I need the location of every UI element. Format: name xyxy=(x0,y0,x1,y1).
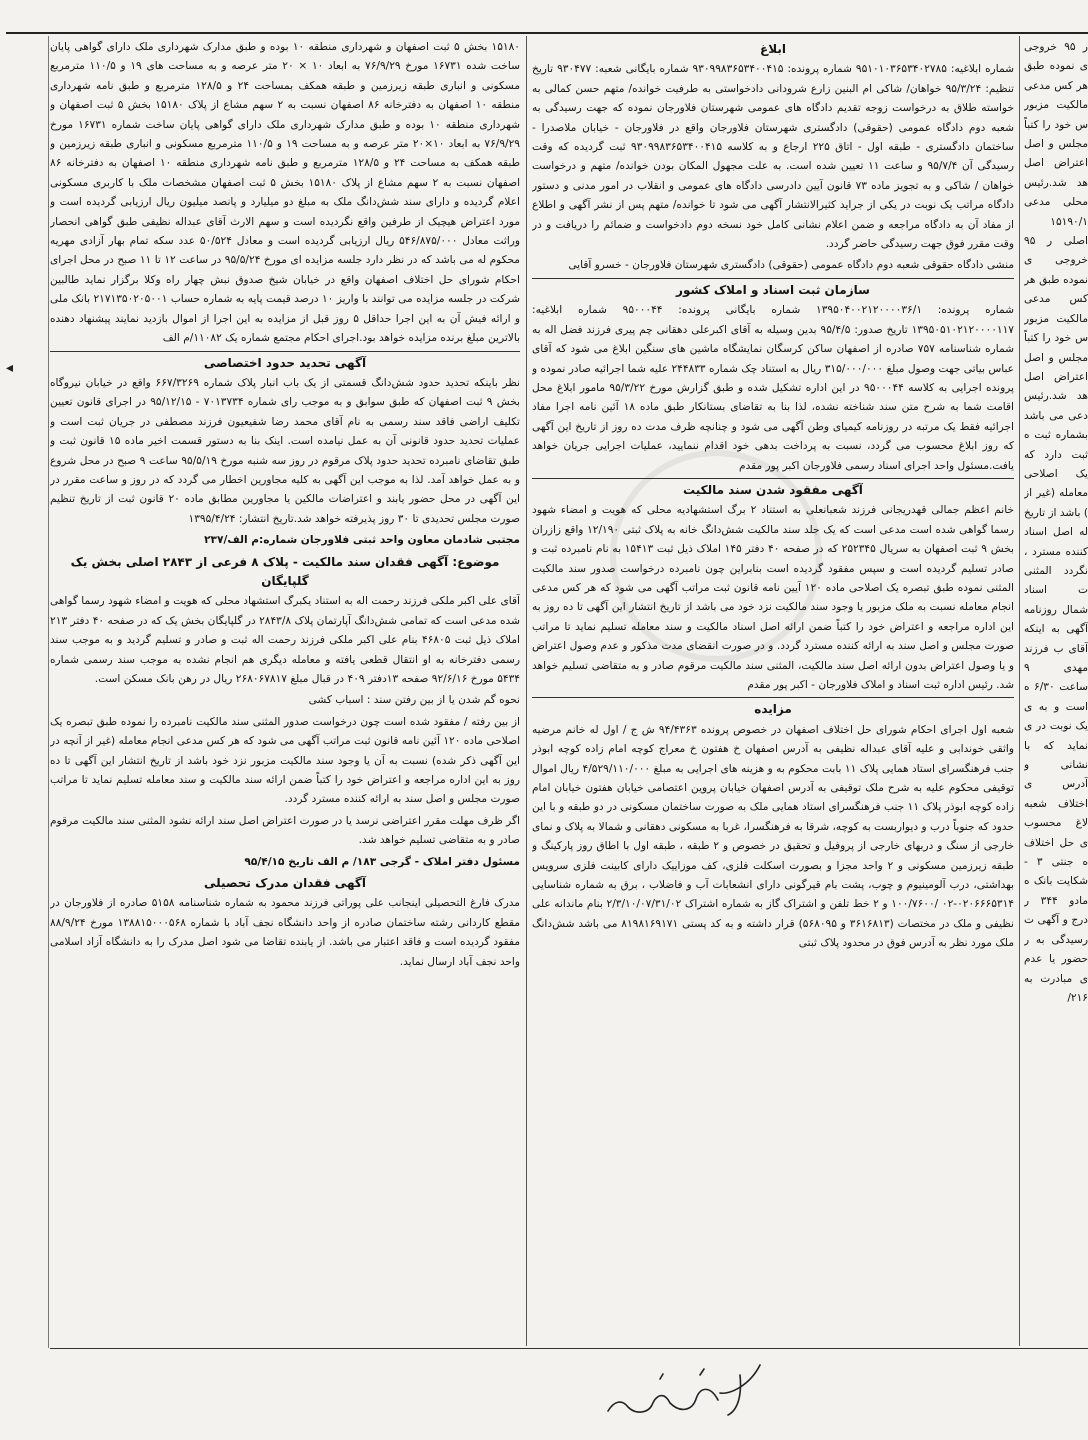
margin-mark-icon: ◂ xyxy=(6,360,14,376)
registry-org-text: شماره پرونده: ۱۳۹۵۰۴۰۰۲۱۲۰۰۰۰۳۶/۱ شماره بایگانی پرونده: ۹۵۰۰۰۴۴ شماره ابلاغیه: ۱۳۹۵۰۵۱۰۲۱۲۰۰۰۰۱۱۷ تاریخ صدور: ۹۵/۴/۵ بدین وسیله به آقای اکبرعلی دهقانی چم پیری فرزند فضل اله به شماره شناسنامه ۷۵۷ صادره از اصفهان ساکن کرسگان نمایشگاه ماشین های سنگین ابلاغ می شود که آقای عباس بیاتی جهت وصول مبلغ ۳۱۵/۰۰۰/۰۰۰ ریال به استناد چک شماره ۲۴۴۸۳۳ علیه شما اجرائیه صادر نموده و پرونده اجرایی به کلاسه ۹۵۰۰۰۴۴ در این اداره تشکیل شده و طبق گزارش مورخ ۹۵/۳/۲۲ مامور ابلاغ محل اقامت شما به شرح متن سند شناخته نشده، لذا بنا به تقاضای بستانکار طبق ماده ۱۸ آئین نامه اجرا مفاد اجرائیه فقط یک مرتبه در روزنامه کیمیای وطن آگهی می شود و چنانچه ظرف مدت ده روز از تاریخ این آگهی که روز ابلاغ محسوب می گردد، نسبت به پرداخت بدهی خود اقدام ننمایید، عملیات اجرایی جریان خواهد یافت.مسئول واحد اجرای اسناد رسمی فلاورجان اکبر پور مقدم xyxy=(532,304,1014,472)
court-notice-text: شماره ابلاغیه: ۹۵۱۰۱۰۳۶۵۳۴۰۲۷۸۵ شماره پرونده: ۹۳۰۹۹۸۳۶۵۳۴۰۰۴۱۵ شماره بایگانی شعبه: ۹۳۰۴۷۷ تاریخ تنظیم: ۹۵/۳/۲۴ خواهان/ شاکی ام البنین زارع شرودانی دادخواستی به طرفیت خوانده/ متهم حسن کمالی به خواسته طلاق به درخواست زوجه تقدیم دادگاه های عمومی شهرستان فلاورجان نموده که جهت رسیدگی به شعبه دوم دادگاه عمومی (حقوقی) دادگستری شهرستان فلاورجان واقع در فلاورجان - خیابان ملاصدرا - ساختمان دادگستری - طبقه اول - اتاق ۲۲۵ ارجاع و به کلاسه ۹۳۰۹۹۸۳۶۵۳۴۰۰۴۱۵ ثبت گردیده که وقت رسیدگی آن ۹۵/۷/۴ و ساعت ۱۱ تعیین شده است. به علت مجهول المکان بودن خوانده/ متهم و درخواست خواهان / شاکی و به تجویز ماده ۷۳ قانون آیین دادرسی دادگاه های عمومی و انقلاب در امور مدنی و دستور دادگاه مراتب یک نوبت در یکی از جراید کثیرالانتشار آگهی می شود تا خوانده/ متهم پس از نشر آگهی و اطلاع از مفاد آن به دادگاه مراجعه و ضمن اعلام نشانی کامل خود نسخه دوم دادخواست و ضمائم را دریافت و در وقت مقرر فوق جهت رسیدگی حاضر گردد. xyxy=(532,63,1014,251)
lost-deed-golpayegan-title: موضوع: آگهی فقدان سند مالکیت - پلاک ۸ فرعی از ۲۸۴۳ اصلی بخش یک گلپایگان xyxy=(70,554,500,588)
lost-deed-golpayegan-signature: مسئول دفتر املاک - گرجی ۱۸۳/ م الف تاریخ ۹۵/۴/۱۵ xyxy=(244,855,520,868)
lost-deed-golpayegan-text: آقای علی اکبر ملکی فرزند رحمت اله به استناد یکبرگ استشهاد محلی که هویت و امضاء شهود رسما گواهی شده مدعی است که تمامی شش‌دانگ آپارتمان پلاک ۲۸۴۳/۸ در گلپایگان بخش یک که در صفحه ۴۰ دفتر ۲۱۳ املاک ذیل ثبت ۴۶۸۰۵ بنام علی اکبر ملکی فرزند رحمت اله ثبت و صادر و تسلیم گردید و به موجب سند رسمی دفترخانه به او انتقال قطعی یافته و معامله دیگری هم انجام نشده به موجب سند رسمی شماره ۵۴۳۴ مورخ ۹۲/۶/۱۶ صفحه ۱۳دفتر ۴۰۹ در قبال مبلغ ۲۶۸۰۶۷۸۱۷ ریال در رهن بانک مسکن است. xyxy=(50,595,520,685)
boundary-notice-title: آگهی تحدید حدود اختصاصی xyxy=(50,351,520,373)
lost-deed-golpayegan-cause: نحوه گم شدن یا از بین رفتن سند : اسباب کشی xyxy=(308,694,520,707)
court-notice-signature: منشی دادگاه حقوقی شعبه دوم دادگاه عمومی (حقوقی) دادگستری شهرستان فلاورجان - خسرو آقایی xyxy=(568,259,1014,272)
auction-text: شعبه اول اجرای احکام شورای حل اختلاف اصفهان در خصوص پرونده ۹۴/۴۳۶۳ ش ج / اول له خانم مرضیه واثقی خوندابی و علیه آقای عبداله نظیفی به آدرس اصفهان خ هفتون خ معراج کوچه امام زاده کوچه ابوذر جنب فرهنگسرای استاد همایی پلاک ۱۱ بابت محکوم به و هزینه های اجرایی به مبلغ ۴/۵۲۹/۱۱۰/۰۰۰ ریال اموال توقیفی محکوم علیه به شرح ملک توقیفی به آدرس اصفهان خیابان پروین اعتصامی خیابان هفتون خیابان امام زاده کوچه ابوذر پلاک ۱۱ جنب فرهنگسرای استاد همایی ملک به صورت ساختمان مسکونی در دو طبقه و با این حدود که جنوباً درب و دیواربست به کوچه، شرقا به فرهنگسرا، غربا به مسکونی دهقانی و شمالا به پلاک و نمای خارجی از سنگ و دربهای خارجی از پروفیل و تحقیق در خصوص و ۲ طبقه ، طبقه اول با اطاق روز پارکینگ و طبقه زیرزمین مسکونی و ۲ واحد مجزا و بصورت اسکلت فلزی، کف موزاییک دارای کابینت فلزی سرویس بهداشتی، درب آلومینیوم و چوب، پشت بام قیرگونی دارای انشعابات آب و فاضلاب ، برق به شماره شناسایی ۰۲۰۶۶۶۵۳۱۴-۰۲ /۱۰۰/۷۶۰۰ و ۲ خط تلفن و اشتراک گاز به شماره اشتراک ۲/۳/۱۰/۰۷/۳۱/۰۲ بنام ماندانه علی نظیفی و ملک در مختصات (۳۶۱۶۸۱۳ و ۵۶۸۰۹۵) قرار داشته و به کد پستی ۸۱۹۸۱۶۹۱۷۱ می باشد شش‌دانگ ملک مورد نظر به آدرس فوق در محدود پلاک ثبتی xyxy=(532,723,1014,950)
left-margin-rule xyxy=(48,36,49,1348)
right-cropped-column xyxy=(1024,38,1088,1342)
left-column xyxy=(50,38,520,1342)
lost-deed-title: آگهی مفقود شدن سند مالکیت xyxy=(532,478,1014,500)
middle-column xyxy=(532,38,1014,1342)
lost-deed-golpayegan-deadline: اگر ظرف مهلت مقرر اعتراضی نرسد یا در صورت اعتراض اصل سند ارائه نشود المثنی سند مالکیت مرقوم صادر و به متقاضی تسلیم خواهد شد. xyxy=(50,814,520,847)
boundary-notice-signature: مجتبی شادمان معاون واحد ثبتی فلاورجان شماره:م الف/۲۳۷ xyxy=(204,534,520,547)
bottom-rule xyxy=(50,1348,1088,1349)
handwritten-signature xyxy=(600,1355,770,1425)
lost-deed-text: خانم اعظم جمالی قهدریجانی فرزند شعبانعلی به استناد ۲ برگ استشهادیه محلی که هویت و امضاء شهود رسما گواهی شده است مدعی است که یک جلد سند مالکیت شش‌دانگ خانه به پلاک ثبتی ۱۲/۱۹۰ واقع زازران بخش ۹ ثبت اصفهان به سریال ۲۵۲۳۴۵ که در صفحه ۴۰ دفتر ۱۴۵ املاک ذیل ثبت ۱۵۴۱۳ به نام نامبرده ثبت و صادر تسلیم گردیده است و سپس مفقود گردیده است بنابراین چون نامبرده درخواست صدور سند مالکیت المثنی نموده طبق تبصره یک اصلاحی ماده ۱۲۰ آیین نامه قانون ثبت مراتب آگهی می شود که هر کس مدعی انجام معامله نسبت به ملک مزبور یا وجود سند مالکیت نزد خود می باشد از تاریخ انتشار این آگهی تا ده روز به این اداره مراجعه و اعتراض خود را کتباً ضمن ارائه اصل اسناد مالکیت و سند معامله تسلیم نماید تا مراتب صورت مجلس و اصل سند به ارائه کننده مسترد گردد. و در صورت انقضای مدت مذکور و عدم وصول اعتراض و یا وصول اعتراض بدون ارائه اصل سند مالکیت، المثنی سند مالکیت مرقوم صادر و به متقاضی تسلیم خواهد شد. رئیس اداره ثبت اسناد و املاک فلاورجان - اکبر پور مقدم xyxy=(532,504,1014,691)
lost-diploma-text: مدرک فارغ التحصیلی اینجانب علی پوراتی فرزند محمود به شماره شناسنامه ۵۱۵۸ صادره از فلاورجان در مقطع کاردانی رشته ساختمان صادره از واحد دانشگاه نجف آباد با شماره ۱۳۸۸۱۵۰۰۰۵۶۸ مورخ ۸۸/۹/۲۴ مفقود گردیده است و فاقد اعتبار می باشد. از یابنده تقاضا می شود اصل مدرک را به دانشگاه آزاد اسلامی واحد نجف آباد ارسال نماید. xyxy=(50,897,520,968)
boundary-notice-text: نظر باینکه تحدید حدود شش‌دانگ قسمتی از یک باب انبار پلاک شماره ۶۶۷/۳۲۶۹ واقع در خیابان نیروگاه بخش ۹ ثبت اصفهان که طبق سوابق و به موجب رای شماره ۷۰۱۳۷۳۴ - ۹۵/۱۲/۱۵ در اجرای قانون تعیین تکلیف اراضی فاقد سند رسمی به نام آقای محمد رضا شفیعیون فرزند مصطفی در جریان ثبت است و عملیات تحدید حدود قانونی آن به عمل نیامده است. اینک بنا به دستور قسمت اخیر ماده ۱۵ قانون ثبت و طبق تقاضای نامبرده تحدید حدود پلاک مرقوم در روز سه شنبه مورخ ۹۵/۵/۱۹ ساعت ۹ صبح در محل شروع و به عمل خواهد آمد. لذا به موجب این آگهی به کلیه مجاورین اخطار می گردد که در روز و ساعت مقرر در این آگهی در محل حضور یابند و اعتراضات مالکین یا مجاورین مطابق ماده ۲۰ قانون ثبت از تاریخ تنظیم صورت مجلس تحدیدی تا ۳۰ روز پذیرفته خواهد شد.تاریخ انتشار: ۱۳۹۵/۴/۲۴ xyxy=(50,376,520,525)
top-rule xyxy=(6,32,1088,34)
auction-continuation-text: ۱۵۱۸۰ بخش ۵ ثبت اصفهان و شهرداری منطقه ۱۰ بوده و طبق مدارک شهرداری ملک دارای گواهی پایان ساخت شده ۱۶۷۳۱ مورخ ۷۶/۹/۲۹ به ابعاد ۱۰ × ۲۰ متر عرصه و به مساحت های ۱۹ و ۱۱۰/۵ مترمربع مسکونی و انباری طبقه زیرزمین و طبقه همکف بمساحت ۲۴ و ۱۲۸/۵ مترمربع و طبق نامه شهرداری منطقه ۱۰ اصفهان به دفترخانه ۸۶ اصفهان نسبت به ۲ سهم مشاع از پلاک ۱۵۱۸۰ بخش ۵ ثبت اصفهان و شهرداری منطقه ۱۰ بوده و طبق مدارک شهرداری ملک دارای گواهی پایان ساخت شماره ۱۶۷۳۱ مورخ ۷۶/۹/۲۹ به ابعاد ۱۰×۲۰ متر عرصه و به مساحت ۱۹ و ۱۱۰/۵ مترمربع مسکونی و انباری طبقه زیرزمین و طبقه همکف به مساحت ۲۴ و ۱۲۸/۵ مترمربع و طبق نامه شهرداری منطقه ۱۰ اصفهان به دفترخانه ۸۶ اصفهان نسبت به ۲ سهم مشاع از پلاک ۱۵۱۸۰ بخش ۵ ثبت اصفهان مشخصات ملک با کاربری مسکونی اعلام گردیده و دارای سند شش‌دانگ ملک به مبلغ دو میلیارد و پانصد میلیون ریال ارزیابی گردیده است و مورد اعتراض هیچیک از طرفین واقع نگردیده است و سهم الارث آقای عبداله نظیفی طبق گواهی انحصار وراثت معادل ۵۴۶/۸۷۵/۰۰۰ ریال ارزیابی گردیده است و معادل ۵۰/۵۲۴ عدد سکه تمام بهار آزادی مهریه محکوم له می باشد که در نظر دارد جلسه مزایده ای مورخ ۹۵/۵/۲۴ در ساعت ۱۲ تا ۱۱ صبح در محل اجرای احکام شورای حل اختلاف اصفهان واقع در خیابان شیخ صدوق نبش چهار راه وکلا برگزار نماید طالبین شرکت در جلسه مزایده می توانند با واریز ۱۰ درصد قیمت پایه به شماره حساب ۲۱۷۱۳۵۰۲۰۵۰۰۱ بانک ملی و ارائه فیش آن به این اجرا حداقل ۵ روز قبل از مزایده به این اجرا از اموال بازدید نمایند پیشنهاد دهنده بالاترین مبلغ برنده مزایده خواهد بود.اجرای احکام مجتمع شماره یک ۱۱۰۸۲/م الف xyxy=(50,41,520,345)
court-notice-title: ابلاغ xyxy=(760,42,786,56)
column-divider-1 xyxy=(526,36,527,1346)
right-column-fragment: ر ۹۵ خروجی ی نموده طبق هر کس مدعی مالکیت مزبور س خود را کتباً مجلس و اصل اعتراض اصل هد شد.رئیس محلی مدعی ۱۵۱۹۰/۱ اصلی ر ۹۵ خروجی ی نموده طبق هر کس مدعی مالکیت مزبور س خود را کتباً مجلس و اصل اعتراض اصل هد شد.رئیس دعی می باشد بشماره ثبت ه ثبت دارد که یک اصلاحی معامله (غیر از ) باشد از تاریخ له اصل اسناد کننده مسترد ، نگردد المثنی ت اسناد شمال روزنامه آگهی به اینکه آقای ب فرزند مهدی ۹ ساعت ۶/۳۰ ه است و به ی یک نوبت در ی نماید که با نشانی و آدرس ی اختلاف شعبه لاغ محسوب ی حل اختلاف ه جنتی ۳ - شکایت بانک ه مادو ۳۴۴ ر درج و آگهی ت رسیدگی به ر حضور یا عدم ی مبادرت به ۲۱۶/ xyxy=(1024,41,1088,1004)
lost-deed-golpayegan-instructions: از بین رفته / مفقود شده است چون درخواست صدور المثنی سند مالکیت نامبرده را نموده طبق تبصره یک اصلاحی ماده ۱۲۰ آئین نامه قانون ثبت مراتب آگهی می شود که هر کس مدعی انجام معامله (غیر از آنچه در این آگهی ذکر شده) نسبت به آن یا وجود سند مالکیت مزبور نزد خود باشد از تاریخ انتشار این آگهی تا ده روز به این اداره مراجعه و اعتراض خود را کتباً ضمن ارائه سند مالکیت و سند معامله تسلیم نماید تا مراتب صورت مجلس و اصل سند به ارائه کننده مسترد گردد. xyxy=(50,715,520,806)
lost-diploma-title: آگهی فقدان مدرک تحصیلی xyxy=(204,876,366,891)
column-divider-2 xyxy=(1019,36,1020,1346)
registry-org-title: سازمان ثبت اسناد و املاک کشور xyxy=(532,278,1014,300)
auction-title: مزایده xyxy=(532,697,1014,719)
